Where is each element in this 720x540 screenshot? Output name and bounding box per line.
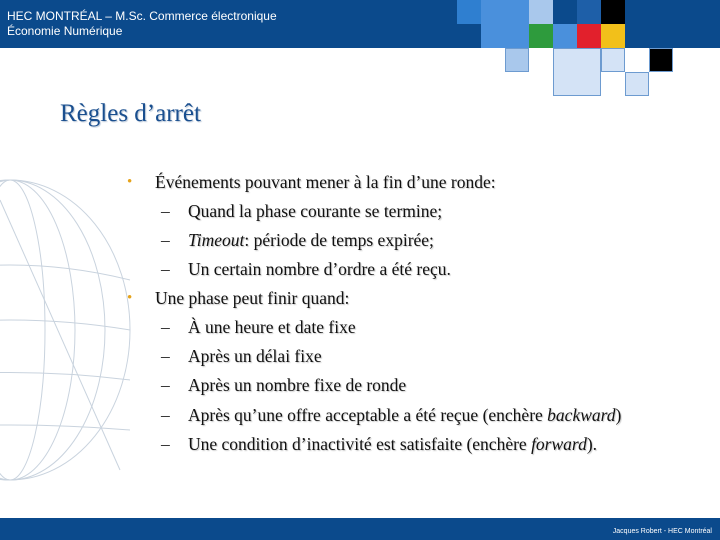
deco-square xyxy=(649,48,673,72)
sub-bullet-item xyxy=(127,371,677,400)
deco-square xyxy=(577,24,601,48)
dash-marker: – xyxy=(161,405,170,425)
sub-bullet-text: Après un délai fixe xyxy=(188,346,322,366)
deco-square xyxy=(625,72,649,96)
deco-square xyxy=(457,0,481,24)
deco-square xyxy=(553,48,601,96)
footer-author: Jacques Robert - HEC Montréal xyxy=(612,528,712,535)
bullet-marker: • xyxy=(127,174,133,190)
slide-title: Règles d’arrêt xyxy=(60,100,201,127)
sub-bullet-text: Une condition d’inactivité est satisfaite (enchère forward). xyxy=(188,434,598,454)
bullet-text: Une phase peut finir quand: xyxy=(155,288,350,308)
bullet-item xyxy=(127,168,677,197)
emphasis-text: Timeout xyxy=(188,230,245,250)
deco-square xyxy=(601,0,625,24)
sub-bullet-text: Timeout: période de temps expirée; xyxy=(188,230,434,250)
deco-square xyxy=(553,24,577,48)
sub-bullet-item xyxy=(127,430,677,459)
dash-marker: – xyxy=(161,375,170,395)
dash-marker: – xyxy=(161,434,170,454)
sub-bullet-text: Un certain nombre d’ordre a été reçu. xyxy=(188,259,451,279)
sub-bullet-text: Après un nombre fixe de ronde xyxy=(188,375,407,395)
dash-marker: – xyxy=(161,201,170,221)
dash-marker: – xyxy=(161,317,170,337)
deco-square xyxy=(529,24,553,48)
sub-bullet-item xyxy=(127,226,677,255)
slide-content xyxy=(127,168,677,459)
sub-bullet-item xyxy=(127,255,677,284)
header-subject-line: Économie Numérique xyxy=(7,24,123,38)
header-text xyxy=(7,9,277,39)
emphasis-text: forward xyxy=(531,434,587,454)
deco-square xyxy=(529,0,553,24)
sub-bullet-text: Après qu’une offre acceptable a été reçue (enchère backward) xyxy=(188,405,622,425)
emphasis-text: backward xyxy=(547,405,616,425)
dash-marker: – xyxy=(161,230,170,250)
dash-marker: – xyxy=(161,346,170,366)
sub-bullet-item xyxy=(127,313,677,342)
sub-bullet-item xyxy=(127,197,677,226)
sub-bullet-text: À une heure et date fixe xyxy=(188,317,356,337)
deco-square xyxy=(577,0,601,24)
deco-square xyxy=(601,24,625,48)
bullet-text: Événements pouvant mener à la fin d’une ronde: xyxy=(155,172,496,192)
deco-square xyxy=(505,48,529,72)
deco-square xyxy=(601,48,625,72)
sub-bullet-item xyxy=(127,342,677,371)
header-course-line: HEC MONTRÉAL – M.Sc. Commerce électronique xyxy=(7,9,277,23)
bullet-item xyxy=(127,284,677,313)
sub-bullet-item xyxy=(127,402,677,428)
sub-bullet-text: Quand la phase courante se termine; xyxy=(188,201,443,221)
dash-marker: – xyxy=(161,259,170,279)
bullet-marker: • xyxy=(127,290,133,306)
deco-square xyxy=(481,0,529,48)
